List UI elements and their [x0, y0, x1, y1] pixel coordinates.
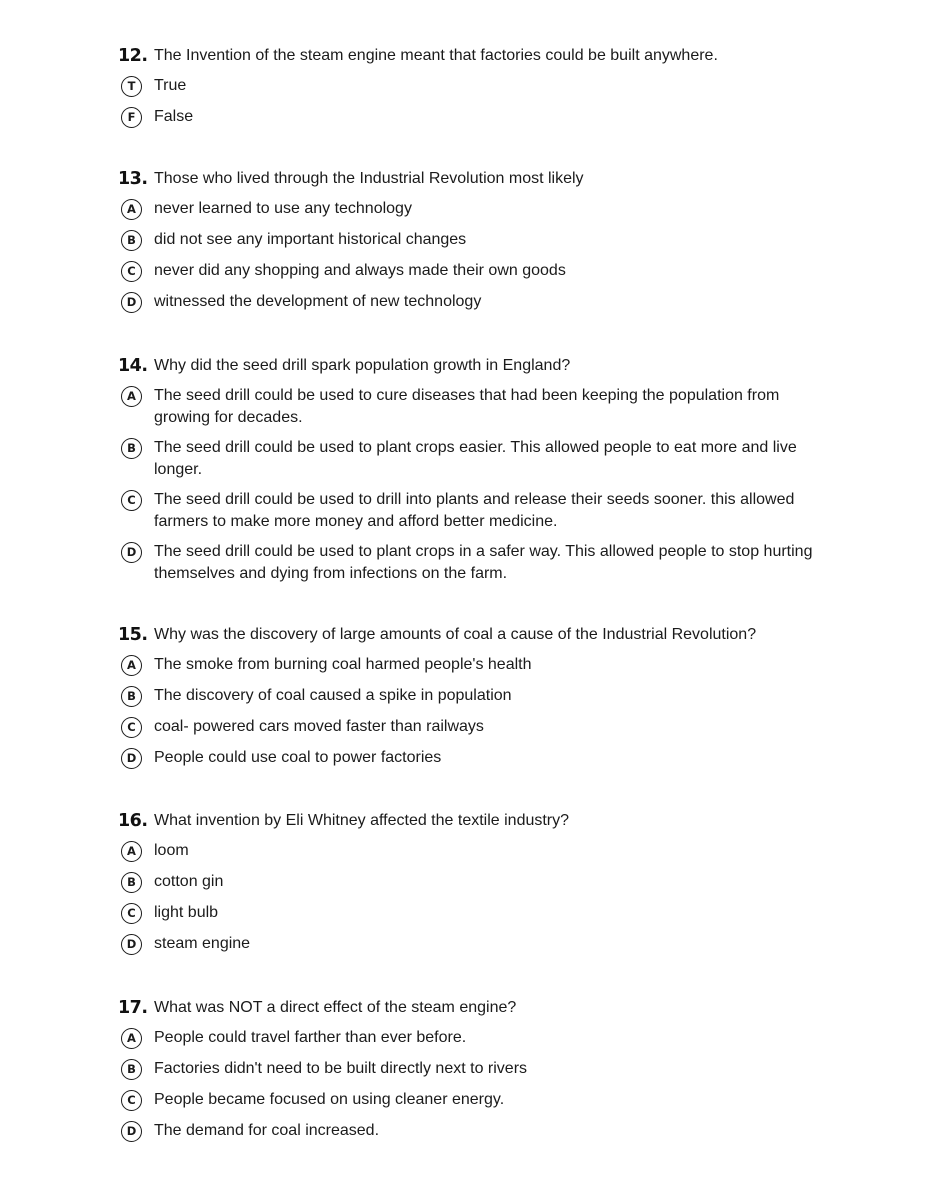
answer-bubble-d[interactable]: D: [121, 748, 142, 769]
answer-bubble-a[interactable]: A: [121, 841, 142, 862]
option-text: The seed drill could be used to drill into plants and release their seeds sooner. this allowed farmers to make more money and afford better medicine.: [154, 491, 795, 530]
question-12: [118, 42, 838, 132]
option-text: never did any shopping and always made their own goods: [154, 262, 566, 279]
option-text: did not see any important historical changes: [154, 231, 467, 248]
answer-bubble-d[interactable]: D: [121, 1121, 142, 1142]
option-c[interactable]: [118, 488, 838, 536]
option-text: False: [154, 108, 194, 125]
option-text: People could use coal to power factories: [154, 749, 442, 766]
answer-bubble-t[interactable]: T: [121, 76, 142, 97]
answer-bubble-c[interactable]: C: [121, 1090, 142, 1111]
answer-bubble-b[interactable]: B: [121, 872, 142, 893]
question-number: 14.: [118, 356, 148, 376]
answer-bubble-c[interactable]: C: [121, 717, 142, 738]
option-a[interactable]: [118, 197, 838, 224]
option-text: cotton gin: [154, 873, 224, 890]
option-d[interactable]: [118, 540, 838, 588]
question-17: [118, 994, 838, 1146]
answer-bubble-a[interactable]: A: [121, 199, 142, 220]
answer-bubble-a[interactable]: A: [121, 1028, 142, 1049]
answer-bubble-d[interactable]: D: [121, 542, 142, 563]
answer-bubble-b[interactable]: B: [121, 230, 142, 251]
option-text: The seed drill could be used to plant crops in a safer way. This allowed people to stop hurting themselves and dying from infections on the farm.: [154, 543, 813, 582]
question-header: [118, 165, 838, 193]
question-13: [118, 165, 838, 317]
question-text: The Invention of the steam engine meant that factories could be built anywhere.: [154, 47, 718, 64]
question-text: Why did the seed drill spark population growth in England?: [154, 357, 571, 374]
option-t[interactable]: [118, 74, 838, 101]
option-a[interactable]: [118, 384, 838, 432]
answer-bubble-d[interactable]: D: [121, 934, 142, 955]
question-text: What was NOT a direct effect of the steam engine?: [154, 999, 517, 1016]
option-text: True: [154, 77, 187, 94]
option-a[interactable]: [118, 1026, 838, 1053]
question-15: [118, 621, 838, 773]
question-14: [118, 352, 838, 588]
answer-bubble-d[interactable]: D: [121, 292, 142, 313]
option-text: witnessed the development of new technology: [154, 293, 482, 310]
option-b[interactable]: [118, 1057, 838, 1084]
answer-bubble-c[interactable]: C: [121, 261, 142, 282]
option-text: never learned to use any technology: [154, 200, 412, 217]
option-text: loom: [154, 842, 189, 859]
question-header: [118, 42, 838, 70]
option-c[interactable]: [118, 1088, 838, 1115]
option-text: light bulb: [154, 904, 219, 921]
option-f[interactable]: [118, 105, 838, 132]
answer-bubble-c[interactable]: C: [121, 490, 142, 511]
option-c[interactable]: [118, 259, 838, 286]
question-header: [118, 994, 838, 1022]
answer-bubble-a[interactable]: A: [121, 386, 142, 407]
question-text: What invention by Eli Whitney affected the textile industry?: [154, 812, 570, 829]
option-text: The seed drill could be used to plant crops easier. This allowed people to eat more and live longer.: [154, 439, 797, 478]
question-number: 16.: [118, 811, 148, 831]
question-header: [118, 621, 838, 649]
option-text: The seed drill could be used to cure diseases that had been keeping the population from growing for decades.: [154, 387, 780, 426]
option-b[interactable]: [118, 870, 838, 897]
option-d[interactable]: [118, 290, 838, 317]
option-text: The discovery of coal caused a spike in population: [154, 687, 512, 704]
option-b[interactable]: [118, 684, 838, 711]
question-number: 15.: [118, 625, 148, 645]
option-a[interactable]: [118, 653, 838, 680]
question-text: Why was the discovery of large amounts of coal a cause of the Industrial Revolution?: [154, 626, 757, 643]
option-text: steam engine: [154, 935, 251, 952]
answer-bubble-a[interactable]: A: [121, 655, 142, 676]
option-c[interactable]: [118, 715, 838, 742]
question-header: [118, 352, 838, 380]
question-text: Those who lived through the Industrial Revolution most likely: [154, 170, 584, 187]
question-16: [118, 807, 838, 959]
option-text: People could travel farther than ever before.: [154, 1029, 467, 1046]
answer-bubble-b[interactable]: B: [121, 1059, 142, 1080]
question-number: 13.: [118, 169, 148, 189]
answer-bubble-f[interactable]: F: [121, 107, 142, 128]
question-header: [118, 807, 838, 835]
option-d[interactable]: [118, 932, 838, 959]
option-a[interactable]: [118, 839, 838, 866]
option-b[interactable]: [118, 436, 838, 484]
answer-bubble-b[interactable]: B: [121, 686, 142, 707]
option-d[interactable]: [118, 746, 838, 773]
option-text: People became focused on using cleaner energy.: [154, 1091, 505, 1108]
question-number: 12.: [118, 46, 148, 66]
option-b[interactable]: [118, 228, 838, 255]
option-d[interactable]: [118, 1119, 838, 1146]
option-text: coal- powered cars moved faster than railways: [154, 718, 484, 735]
option-text: Factories didn't need to be built directly next to rivers: [154, 1060, 528, 1077]
option-text: The demand for coal increased.: [154, 1122, 380, 1139]
option-c[interactable]: [118, 901, 838, 928]
question-number: 17.: [118, 998, 148, 1018]
option-text: The smoke from burning coal harmed people's health: [154, 656, 532, 673]
answer-bubble-b[interactable]: B: [121, 438, 142, 459]
answer-bubble-c[interactable]: C: [121, 903, 142, 924]
